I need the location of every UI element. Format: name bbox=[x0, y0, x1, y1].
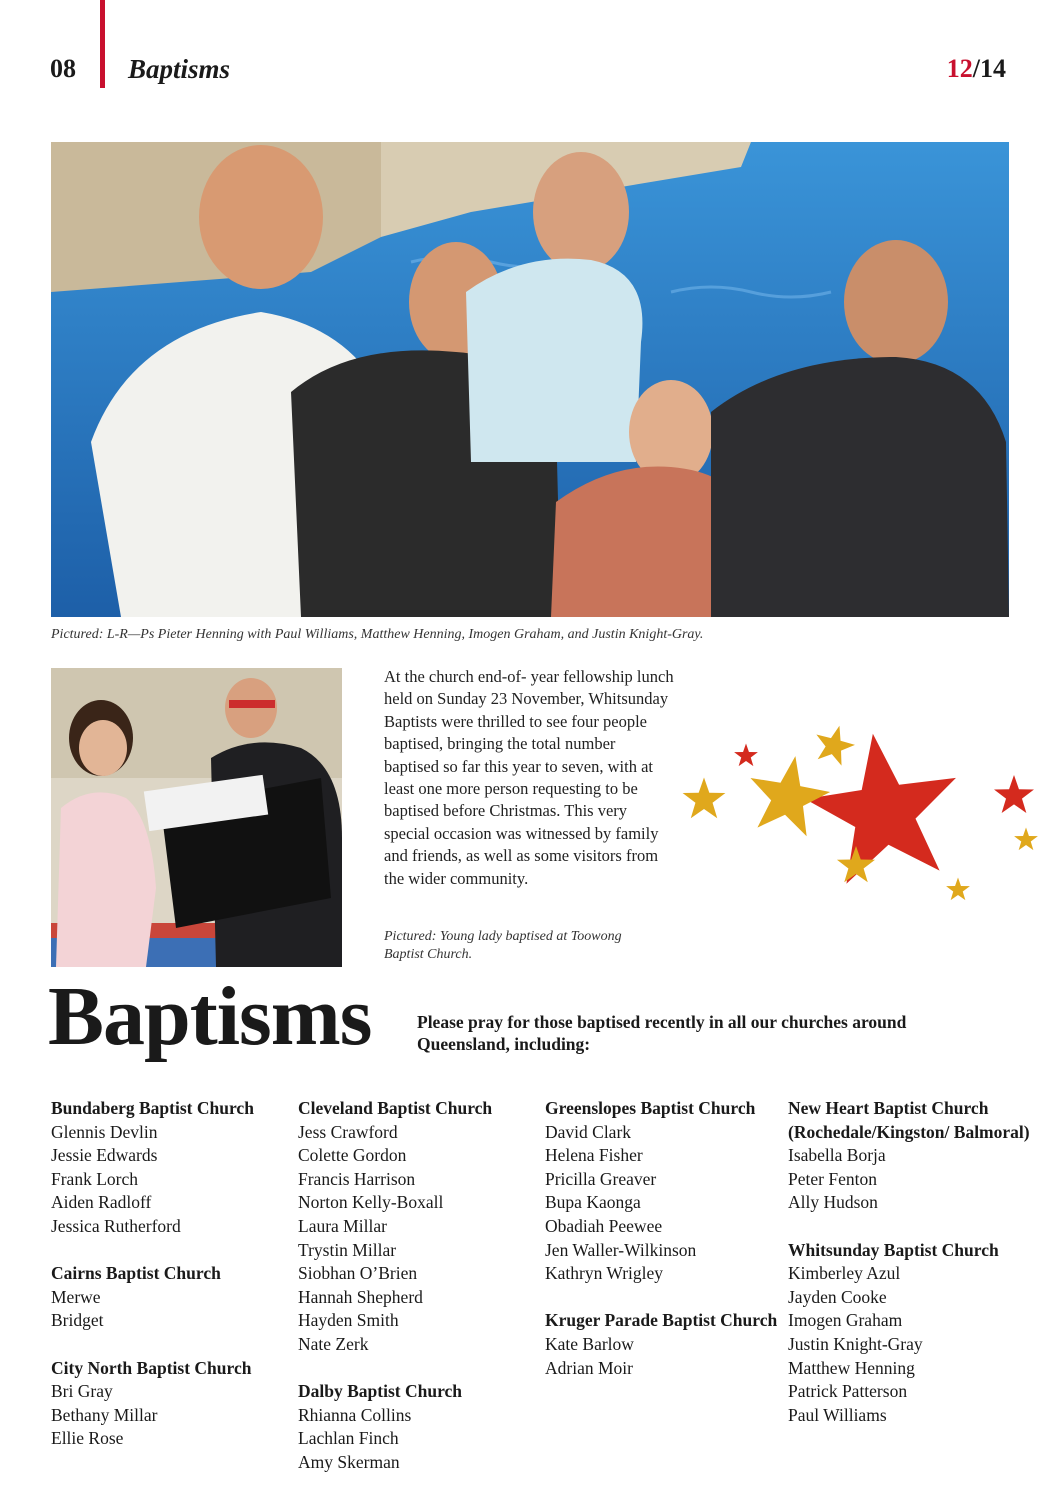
baptisms-column-1 bbox=[51, 1097, 291, 1475]
person-name: Adrian Moir bbox=[545, 1357, 633, 1378]
baptisms-heading: Baptisms bbox=[48, 970, 372, 1063]
person-name: Justin Knight-Gray bbox=[788, 1333, 923, 1354]
main-photo-caption: Pictured: L-R—Ps Pieter Henning with Paul Williams, Matthew Henning, Imogen Graham, and Justin Knight-Gray. bbox=[51, 627, 704, 642]
church-name: Whitsunday Baptist Church bbox=[788, 1239, 999, 1260]
church-name: Cleveland Baptist Church bbox=[298, 1098, 493, 1118]
church-group bbox=[788, 1239, 1038, 1428]
person-name: Helena Fisher bbox=[545, 1145, 643, 1166]
person-name: David Clark bbox=[545, 1121, 632, 1142]
person-name: Glennis Devlin bbox=[51, 1121, 158, 1142]
story-text bbox=[384, 666, 674, 890]
person-name: Amy Skerman bbox=[298, 1451, 400, 1472]
person-name: Nate Zerk bbox=[298, 1333, 369, 1354]
person-name: Imogen Graham bbox=[788, 1310, 903, 1331]
person-name: Aiden Radloff bbox=[51, 1192, 152, 1213]
church-group bbox=[51, 1357, 291, 1451]
side-photo bbox=[51, 668, 342, 967]
christmas-stars-decoration bbox=[676, 718, 1046, 918]
story-paragraph: At the church end-of- year fellowship lunch held on Sunday 23 November, Whitsunday Baptists were thrilled to see four people baptised, bringing the total number baptised so far this year to seven, with at least one more person requesting to be baptised before Christmas. This very special occasion was witnessed by family and friends, as well as some visitors from the wider community. bbox=[384, 667, 674, 888]
person-name: Jessie Edwards bbox=[51, 1145, 158, 1166]
person-name: Bethany Millar bbox=[51, 1404, 158, 1425]
handshake-photo bbox=[51, 668, 342, 967]
header-accent-bar bbox=[100, 0, 105, 88]
church-name: City North Baptist Church bbox=[51, 1357, 252, 1378]
church-group bbox=[298, 1380, 538, 1474]
person-name: Bridget bbox=[51, 1310, 104, 1331]
church-name: Dalby Baptist Church bbox=[298, 1381, 463, 1402]
person-name: Jess Crawford bbox=[298, 1121, 398, 1142]
section-title: Baptisms bbox=[128, 54, 231, 84]
church-group bbox=[51, 1262, 291, 1333]
red-star-large-icon bbox=[797, 723, 968, 888]
gold-star-icon bbox=[810, 721, 858, 768]
person-name: Hayden Smith bbox=[298, 1310, 399, 1331]
issue-label bbox=[947, 54, 1006, 84]
person-name: Colette Gordon bbox=[298, 1145, 407, 1166]
church-group bbox=[545, 1097, 780, 1286]
person-name: Bupa Kaonga bbox=[545, 1192, 641, 1213]
side-photo-caption: Pictured: Young lady baptised at Toowong Baptist Church. bbox=[384, 929, 622, 962]
church-group bbox=[51, 1097, 291, 1239]
person-name: Lachlan Finch bbox=[298, 1428, 399, 1449]
baptisms-column-2 bbox=[298, 1097, 538, 1498]
baptisms-column-3 bbox=[545, 1097, 780, 1404]
person-name: Merwe bbox=[51, 1286, 101, 1307]
person-name: Norton Kelly-Boxall bbox=[298, 1192, 444, 1213]
church-name: New Heart Baptist Church (Rochedale/Kingston/ Balmoral) bbox=[788, 1098, 1030, 1142]
main-photo bbox=[51, 142, 1009, 617]
person-name: Patrick Patterson bbox=[788, 1381, 908, 1402]
gold-star-icon bbox=[742, 749, 835, 839]
person-name: Trystin Millar bbox=[298, 1239, 397, 1260]
person-name: Kate Barlow bbox=[545, 1333, 634, 1354]
issue-month: 12 bbox=[946, 54, 973, 83]
red-star-icon bbox=[734, 744, 758, 767]
person-name: Kimberley Azul bbox=[788, 1263, 901, 1284]
page-number: 08 bbox=[50, 54, 76, 83]
person-name: Siobhan O’Brien bbox=[298, 1263, 418, 1284]
church-group bbox=[298, 1097, 538, 1357]
person-name: Francis Harrison bbox=[298, 1168, 416, 1189]
person-name: Ellie Rose bbox=[51, 1428, 124, 1449]
person-name: Ally Hudson bbox=[788, 1192, 878, 1213]
person-name: Laura Millar bbox=[298, 1215, 387, 1236]
church-name: Kruger Parade Baptist Church bbox=[545, 1310, 778, 1331]
gold-star-icon bbox=[683, 778, 726, 819]
person-name: Jen Waller-Wilkinson bbox=[545, 1239, 697, 1260]
person-name: Matthew Henning bbox=[788, 1357, 915, 1378]
church-group bbox=[545, 1309, 780, 1380]
person-name: Paul Williams bbox=[788, 1404, 887, 1425]
issue-year: /14 bbox=[972, 54, 1006, 83]
person-name: Kathryn Wrigley bbox=[545, 1263, 664, 1284]
gold-star-icon bbox=[946, 878, 970, 901]
person-name: Jayden Cooke bbox=[788, 1286, 887, 1307]
pool-baptism-photo bbox=[51, 142, 1009, 617]
person-name: Bri Gray bbox=[51, 1381, 113, 1402]
red-star-icon bbox=[994, 775, 1034, 813]
person-name: Pricilla Greaver bbox=[545, 1168, 657, 1189]
baptisms-column-4 bbox=[788, 1097, 1038, 1451]
person-name: Frank Lorch bbox=[51, 1168, 138, 1189]
person-name: Hannah Shepherd bbox=[298, 1286, 423, 1307]
baptisms-intro: Please pray for those baptised recently in all our churches around Queensland, including: bbox=[417, 1012, 907, 1054]
gold-star-icon bbox=[1014, 828, 1038, 851]
church-name: Greenslopes Baptist Church bbox=[545, 1098, 756, 1118]
church-name: Bundaberg Baptist Church bbox=[51, 1098, 254, 1118]
church-name: Cairns Baptist Church bbox=[51, 1263, 221, 1284]
person-name: Jessica Rutherford bbox=[51, 1215, 181, 1236]
church-group bbox=[788, 1097, 1038, 1215]
person-name: Peter Fenton bbox=[788, 1168, 877, 1189]
person-name: Obadiah Peewee bbox=[545, 1215, 663, 1236]
person-name: Rhianna Collins bbox=[298, 1404, 412, 1425]
person-name: Isabella Borja bbox=[788, 1145, 886, 1166]
